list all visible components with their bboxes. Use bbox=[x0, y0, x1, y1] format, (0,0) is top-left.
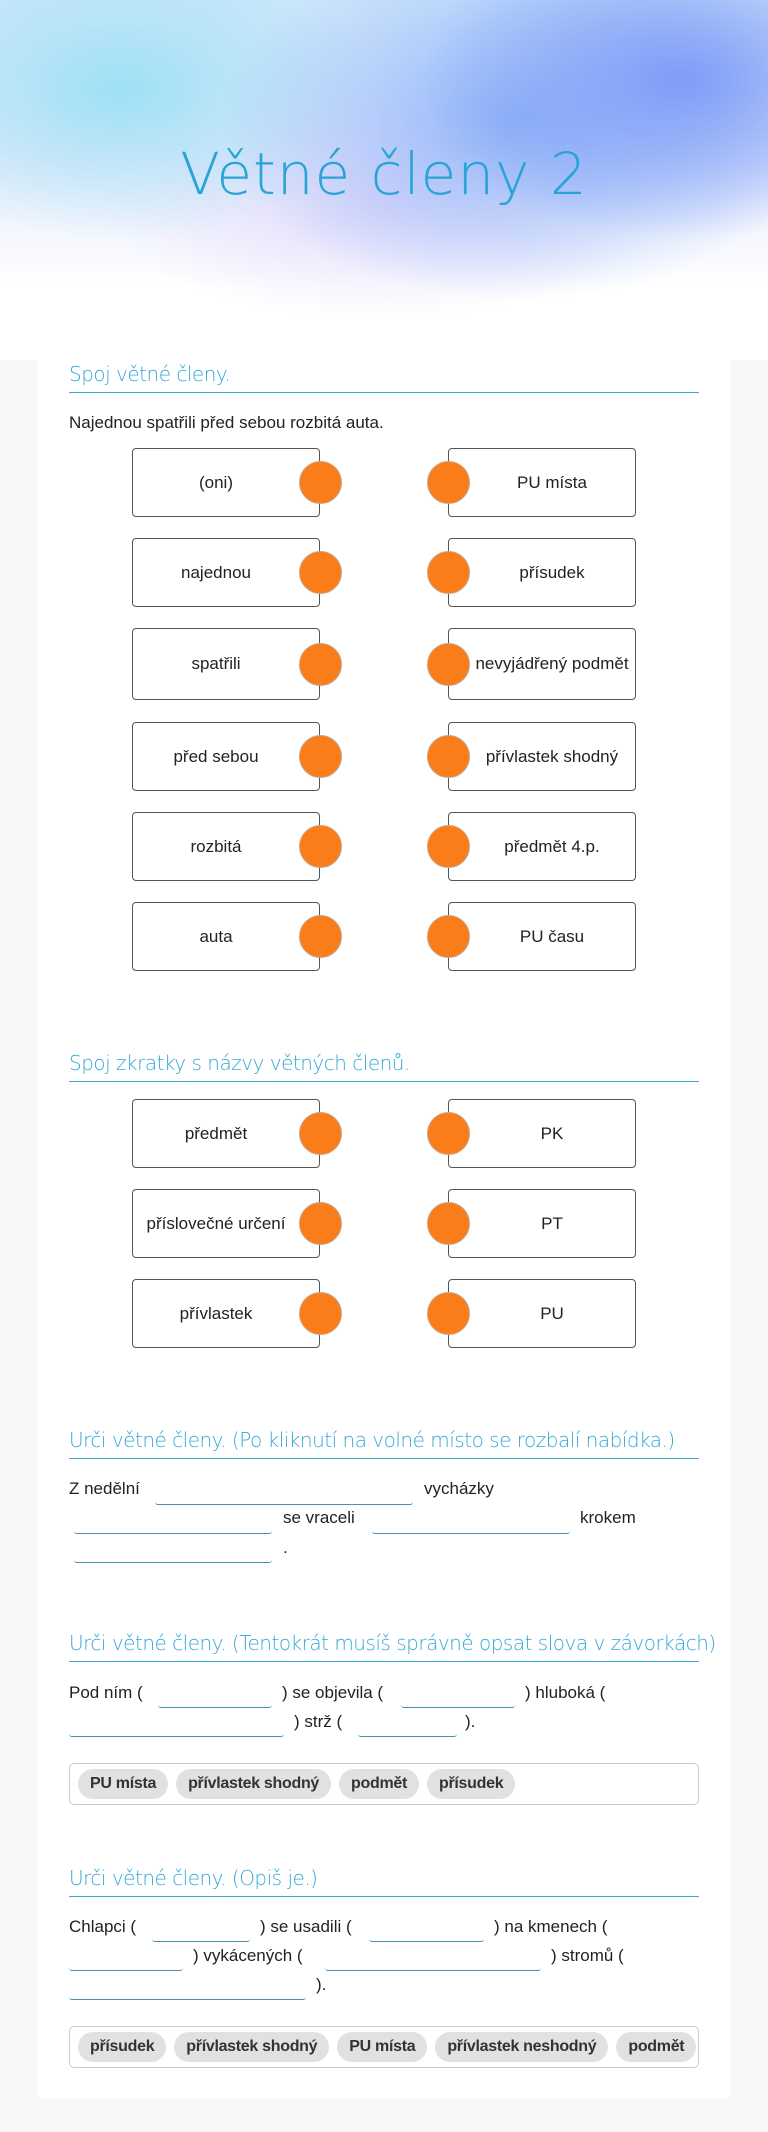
connector-dot-right[interactable] bbox=[427, 915, 470, 958]
word-chip[interactable]: podmět bbox=[339, 1769, 419, 1799]
text: ) na kmenech ( bbox=[494, 1917, 608, 1936]
connector-dot-left[interactable] bbox=[299, 551, 342, 594]
word-chip[interactable]: přívlastek shodný bbox=[176, 1769, 331, 1799]
match-item-right[interactable]: PU času bbox=[448, 902, 636, 971]
text-blank[interactable] bbox=[401, 1684, 515, 1708]
word-chip[interactable]: přísudek bbox=[427, 1769, 515, 1799]
match-item-left[interactable]: spatřili bbox=[132, 628, 320, 700]
match-item-right[interactable]: nevyjádřený podmět bbox=[448, 628, 636, 700]
header-banner bbox=[0, 0, 768, 360]
section-1-heading: Spoj větné členy. bbox=[69, 362, 699, 393]
match-item-right[interactable]: PK bbox=[448, 1099, 636, 1168]
text-blank[interactable] bbox=[69, 1947, 183, 1971]
word-chip[interactable]: přívlastek shodný bbox=[174, 2032, 329, 2062]
text-blank[interactable] bbox=[152, 1918, 250, 1942]
text: . bbox=[283, 1538, 288, 1557]
match-item-right[interactable]: PT bbox=[448, 1189, 636, 1258]
section-5-heading: Urči větné členy. (Opiš je.) bbox=[69, 1866, 699, 1897]
text: krokem bbox=[580, 1508, 636, 1527]
connector-dot-right[interactable] bbox=[427, 1202, 470, 1245]
dropdown-blank[interactable] bbox=[372, 1510, 570, 1534]
word-bank-5 bbox=[69, 2026, 699, 2068]
word-bank-4 bbox=[69, 1763, 699, 1805]
connector-dot-right[interactable] bbox=[427, 1292, 470, 1335]
word-chip[interactable]: PU místa bbox=[337, 2032, 427, 2062]
section-2-heading: Spoj zkratky s názvy větných členů. bbox=[69, 1051, 699, 1082]
match-item-right[interactable]: předmět 4.p. bbox=[448, 812, 636, 881]
match-item-left[interactable]: najednou bbox=[132, 538, 320, 607]
connector-dot-right[interactable] bbox=[427, 551, 470, 594]
connector-dot-left[interactable] bbox=[299, 1112, 342, 1155]
connector-dot-left[interactable] bbox=[299, 643, 342, 686]
connector-dot-right[interactable] bbox=[427, 825, 470, 868]
connector-dot-left[interactable] bbox=[299, 1202, 342, 1245]
connector-dot-left[interactable] bbox=[299, 825, 342, 868]
text-blank[interactable] bbox=[158, 1684, 272, 1708]
text-blank[interactable] bbox=[369, 1918, 484, 1942]
page-title: Větné členy 2 bbox=[180, 140, 588, 208]
text: ) vykácených ( bbox=[193, 1946, 303, 1965]
match-item-left[interactable]: před sebou bbox=[132, 722, 320, 791]
connector-dot-left[interactable] bbox=[299, 735, 342, 778]
dropdown-blank[interactable] bbox=[155, 1481, 413, 1505]
section-4-heading: Urči větné členy. (Tentokrát musíš správně opsat slova v závorkách) bbox=[69, 1631, 699, 1662]
connector-dot-left[interactable] bbox=[299, 1292, 342, 1335]
text: ). bbox=[316, 1975, 327, 1994]
connector-dot-right[interactable] bbox=[427, 735, 470, 778]
word-chip[interactable]: přísudek bbox=[78, 2032, 166, 2062]
text: Chlapci ( bbox=[69, 1917, 137, 1936]
match-item-left[interactable]: (oni) bbox=[132, 448, 320, 517]
text: Pod ním ( bbox=[69, 1683, 143, 1702]
text: ) stromů ( bbox=[551, 1946, 624, 1965]
word-chip[interactable]: přívlastek neshodný bbox=[435, 2032, 608, 2062]
text: ) se objevila ( bbox=[282, 1683, 384, 1702]
text: ) strž ( bbox=[294, 1712, 343, 1731]
text: ) hluboká ( bbox=[525, 1683, 606, 1702]
section-3-heading: Urči větné členy. (Po kliknutí na volné místo se rozbalí nabídka.) bbox=[69, 1428, 699, 1459]
connector-dot-left[interactable] bbox=[299, 461, 342, 504]
text: vycházky bbox=[424, 1479, 494, 1498]
match-item-left[interactable]: přívlastek bbox=[132, 1279, 320, 1348]
match-item-right[interactable]: přísudek bbox=[448, 538, 636, 607]
word-chip[interactable]: podmět bbox=[616, 2032, 696, 2062]
text-blank[interactable] bbox=[69, 1713, 284, 1737]
match-item-left[interactable]: auta bbox=[132, 902, 320, 971]
dropdown-blank[interactable] bbox=[74, 1539, 272, 1563]
text: ) se usadili ( bbox=[260, 1917, 352, 1936]
dropdown-blank[interactable] bbox=[74, 1510, 272, 1534]
match-item-left[interactable]: rozbitá bbox=[132, 812, 320, 881]
connector-dot-left[interactable] bbox=[299, 915, 342, 958]
text-blank[interactable] bbox=[325, 1947, 541, 1971]
match-item-right[interactable]: PU bbox=[448, 1279, 636, 1348]
text-blank[interactable] bbox=[358, 1713, 457, 1737]
word-chip[interactable]: PU místa bbox=[78, 1769, 168, 1799]
match-item-left[interactable]: příslovečné určení bbox=[132, 1189, 320, 1258]
connector-dot-right[interactable] bbox=[427, 461, 470, 504]
text: ). bbox=[465, 1712, 476, 1731]
text: Z nedělní bbox=[69, 1479, 140, 1498]
match-item-right[interactable]: přívlastek shodný bbox=[448, 722, 636, 791]
section-1-sentence: Najednou spatřili před sebou rozbitá auta. bbox=[69, 413, 384, 432]
connector-dot-right[interactable] bbox=[427, 1112, 470, 1155]
match-item-left[interactable]: předmět bbox=[132, 1099, 320, 1168]
match-item-right[interactable]: PU místa bbox=[448, 448, 636, 517]
connector-dot-right[interactable] bbox=[427, 643, 470, 686]
text-blank[interactable] bbox=[69, 1976, 306, 2000]
text: se vraceli bbox=[283, 1508, 355, 1527]
